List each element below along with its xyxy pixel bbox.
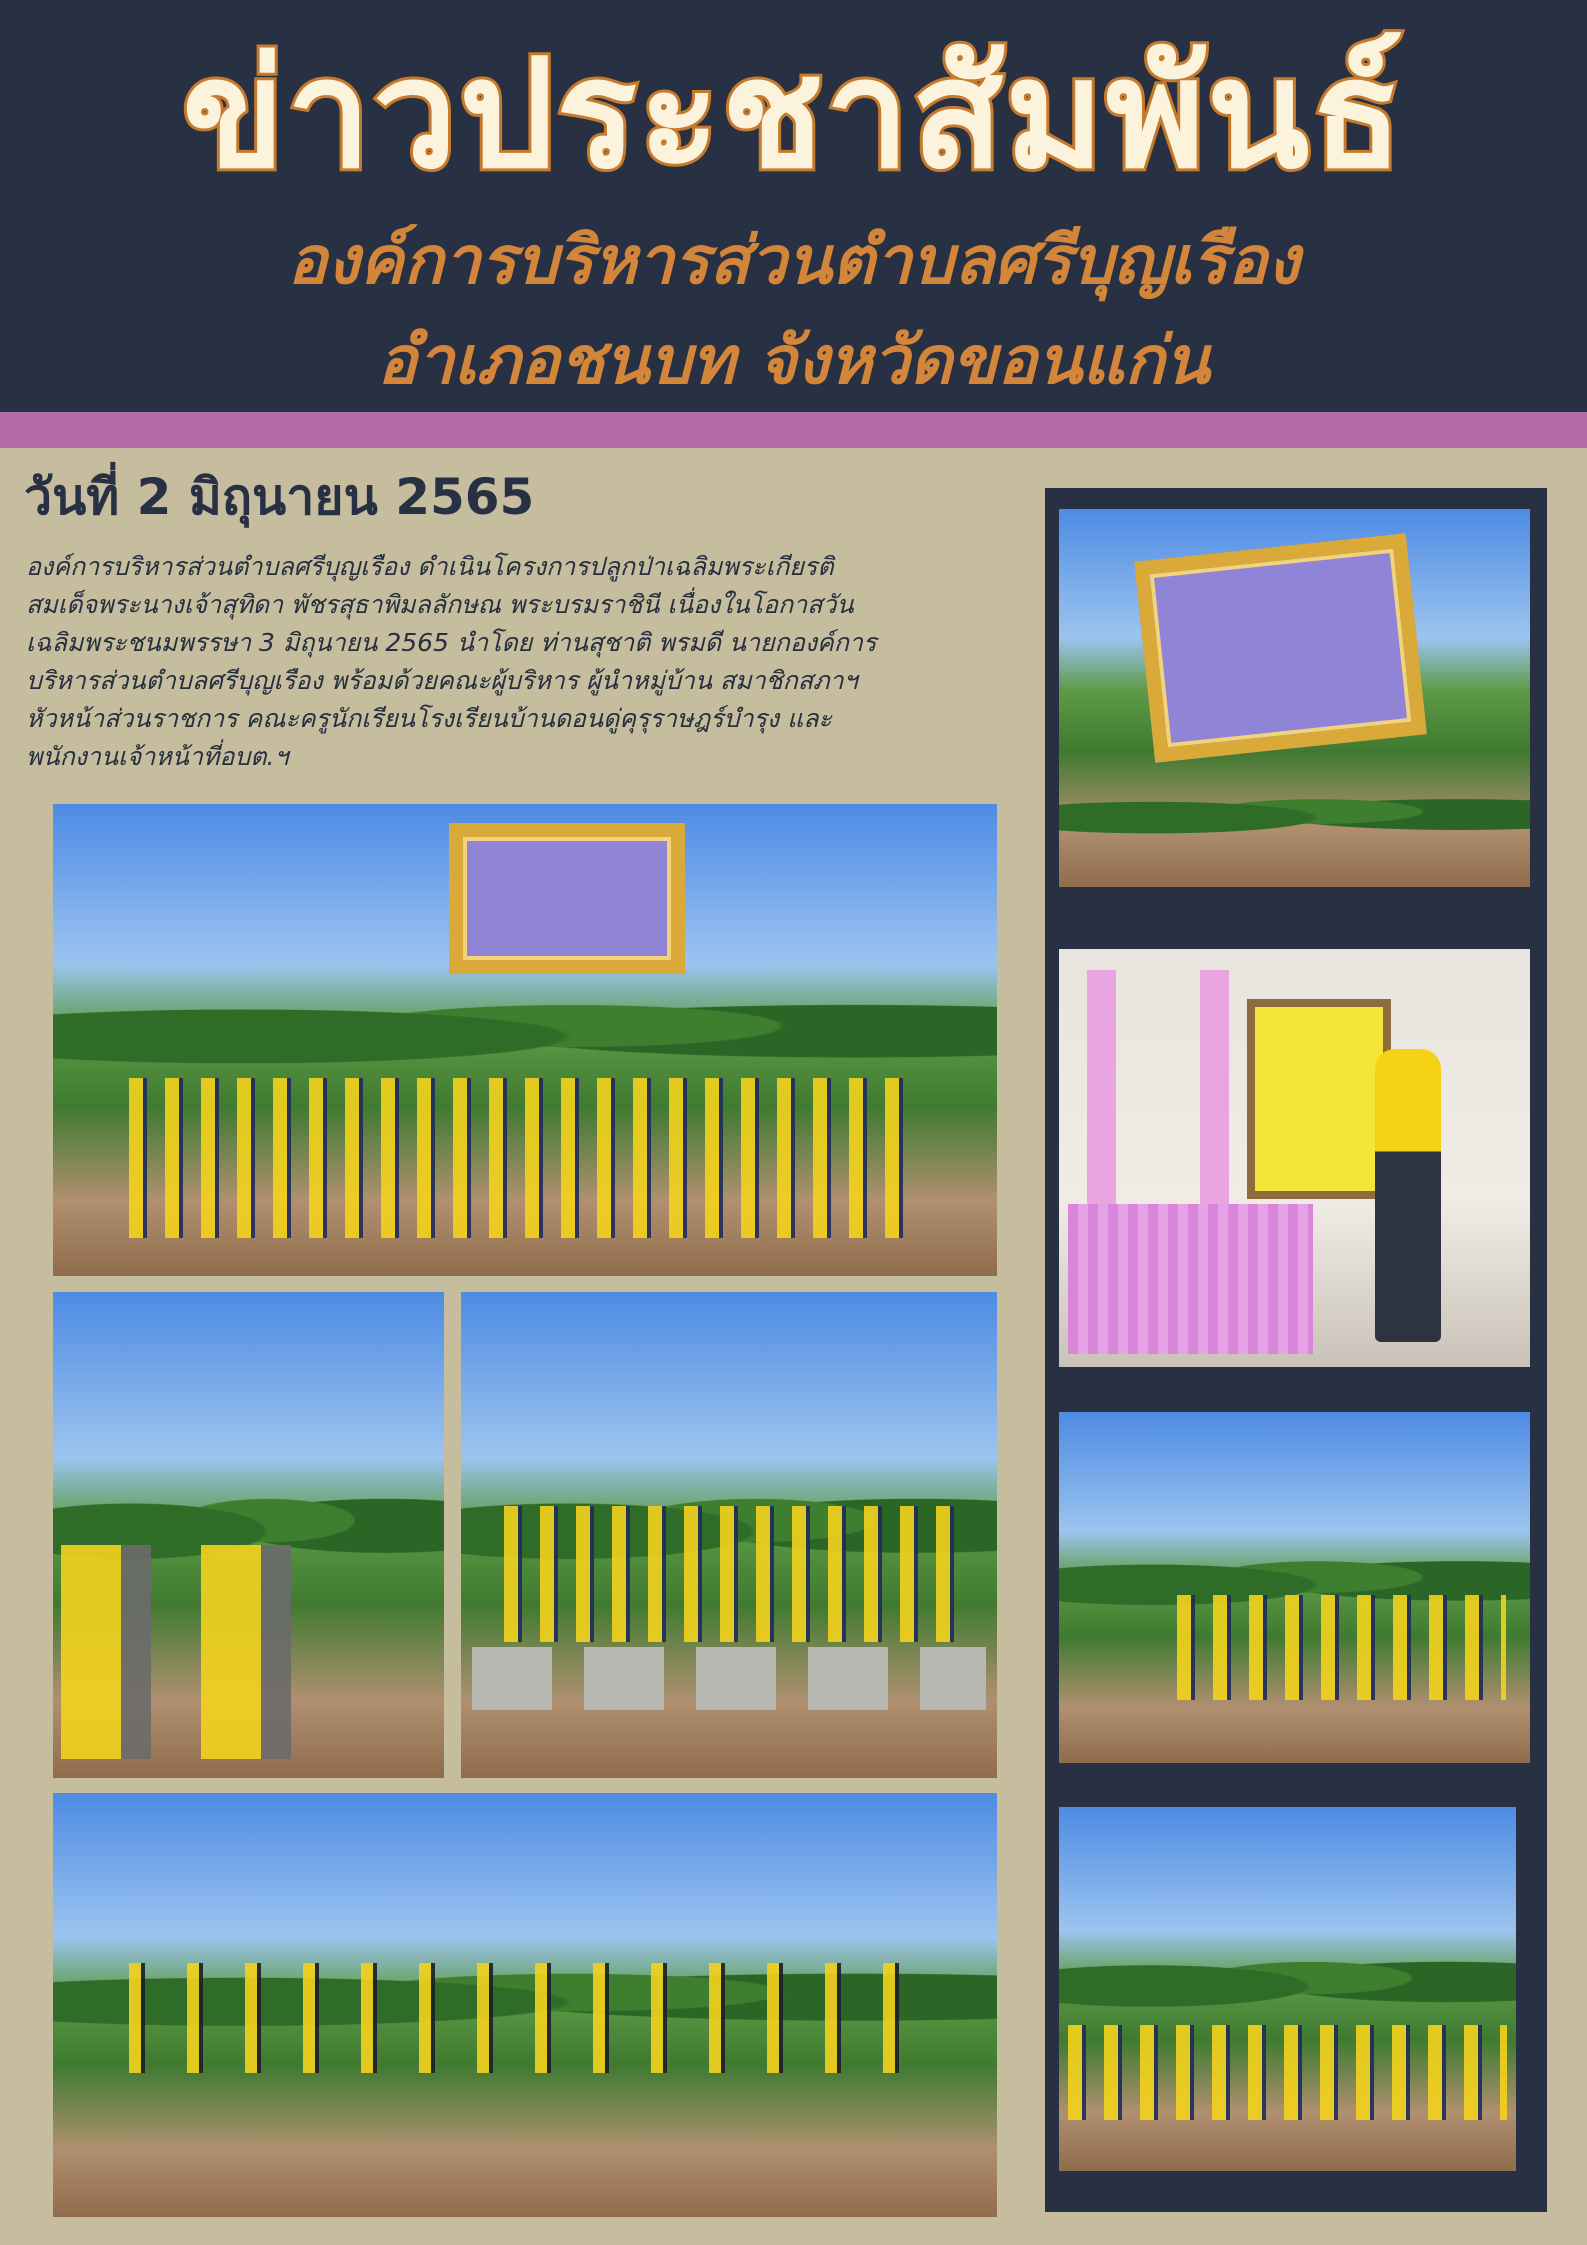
- article-body-line: หัวหน้าส่วนราชการ คณะครูนักเรียนโรงเรียนบ้านดอนดู่คุรุราษฎร์บำรุง และ: [26, 704, 832, 733]
- divider-band: [0, 412, 1587, 448]
- organization-name: องค์การบริหารส่วนตำบลศรีบุญเรือง: [287, 222, 1300, 299]
- article-body-line: องค์การบริหารส่วนตำบลศรีบุญเรือง ดำเนินโครงการปลูกป่าเฉลิมพระเกียรติ: [26, 552, 834, 581]
- indoor-ceremony-photo: [1059, 949, 1530, 1367]
- group-photo-with-signboard: [53, 804, 997, 1276]
- article-body-line: พนักงานเจ้าหน้าที่อบต.ฯ: [26, 742, 289, 771]
- header-banner: [0, 0, 1587, 412]
- planting-banana-tree-photo: [53, 1292, 444, 1778]
- group-photo-concrete-rings: [461, 1292, 997, 1778]
- photo-column: [1045, 488, 1547, 2212]
- article-date: วันที่ 2 มิถุนายน 2565: [24, 468, 535, 526]
- article-body: [26, 548, 1026, 776]
- article-body-line: เฉลิมพระชนมพรรษา 3 มิถุนายน 2565 นำโดย ท่านสุชาติ พรมดี นายกองค์การ: [26, 628, 877, 657]
- article-body-line: บริหารส่วนตำบลศรีบุญเรือง พร้อมด้วยคณะผู้บริหาร ผู้นำหมู่บ้าน สมาชิกสภาฯ: [26, 666, 858, 695]
- signboard-closeup-photo: [1059, 509, 1530, 887]
- flagpole-lineup-photo: [1059, 1807, 1516, 2171]
- location-name: อำเภอชนบท จังหวัดขอนแก่น: [377, 322, 1210, 399]
- planting-in-field-photo: [53, 1793, 997, 2217]
- outdoor-lineup-photo: [1059, 1412, 1530, 1763]
- page-title: ข่าวประชาสัมพันธ์: [182, 28, 1405, 202]
- article-body-line: สมเด็จพระนางเจ้าสุทิดา พัชรสุธาพิมลลักษณ พระบรมราชินี เนื่องในโอกาสวัน: [26, 590, 854, 619]
